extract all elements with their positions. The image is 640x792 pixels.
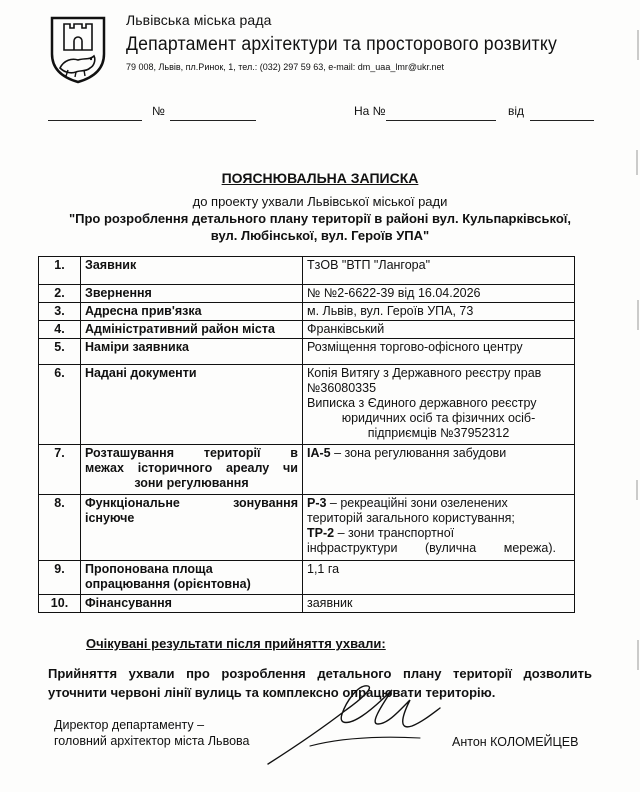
zone-description: – рекреаційні зони озеленених xyxy=(326,496,508,510)
row-label: Адресна прив'язка xyxy=(81,303,303,321)
city-crest-icon xyxy=(48,14,108,84)
row-value: 1,1 га xyxy=(303,561,575,595)
table-row xyxy=(39,339,575,365)
signer-name: Антон КОЛОМЕЙЦЕВ xyxy=(452,735,579,749)
row-number: 9. xyxy=(39,561,81,595)
scan-edge-artifact xyxy=(632,0,640,792)
label-line: існуюче xyxy=(85,511,135,525)
label-line: Розташування території в xyxy=(85,446,298,460)
document-subtitle-line1: до проекту ухвали Львівської міської ради xyxy=(192,194,448,209)
row-label xyxy=(81,495,303,561)
signer-position-line1: Директор департаменту – xyxy=(54,718,205,732)
row-label: Адміністративний район міста xyxy=(81,321,303,339)
row-number: 4. xyxy=(39,321,81,339)
row-number: 10. xyxy=(39,595,81,613)
expected-results-text: Прийняття ухвали про розроблення детального плану території дозволить уточнити червоні лінії вулиць та комплексно опрацювати територію. xyxy=(48,666,592,700)
row-label: Заявник xyxy=(81,257,303,285)
row-number: 6. xyxy=(39,365,81,445)
number-label: № xyxy=(152,104,165,118)
table-row xyxy=(39,495,575,561)
row-value: м. Львів, вул. Героїв УПА, 73 xyxy=(303,303,575,321)
document-title: ПОЯСНЮВАЛЬНА ЗАПИСКА xyxy=(221,170,419,186)
documents-line: юридичних осіб та фізичних осіб- xyxy=(341,411,536,425)
label-line: опрацювання (орієнтовна) xyxy=(85,577,251,591)
table-row xyxy=(39,285,575,303)
row-value: ТзОВ "ВТП "Лангора" xyxy=(303,257,575,285)
label-line: межах історичного ареалу чи xyxy=(85,461,298,475)
zone-description: територій загального користування; xyxy=(307,511,515,525)
row-value xyxy=(303,365,575,445)
row-number: 8. xyxy=(39,495,81,561)
table-row xyxy=(39,595,575,613)
department-name: Департамент архітектури та просторового розвитку xyxy=(126,34,557,55)
zone-description: – зона регулювання забудови xyxy=(330,446,507,460)
row-number: 7. xyxy=(39,445,81,495)
department-contacts: 79 008, Львів, пл.Ринок, 1, тел.: (032) 297 59 63, e-mail: dm_uaa_lmr@ukr.net xyxy=(126,62,444,72)
documents-line: Копія Витягу з Державного реєстру прав xyxy=(307,366,542,380)
reply-number-label: На № xyxy=(354,104,386,118)
zone-description: – зони транспортної xyxy=(334,526,455,540)
row-label: Наміри заявника xyxy=(81,339,303,365)
label-line: зони регулювання xyxy=(134,476,249,490)
row-value: заявник xyxy=(303,595,575,613)
outgoing-date-blank[interactable] xyxy=(48,106,142,121)
row-label xyxy=(81,561,303,595)
documents-line: Виписка з Єдиного державного реєстру xyxy=(307,396,537,410)
row-value: Розміщення торгово-офісного центру xyxy=(303,339,575,365)
label-line: Пропонована площа xyxy=(85,562,213,576)
row-number: 5. xyxy=(39,339,81,365)
row-label: Фінансування xyxy=(81,595,303,613)
zone-code: Р-3 xyxy=(307,496,327,510)
document-subtitle-line3: вул. Любінської, вул. Героїв УПА" xyxy=(210,228,430,243)
table-row xyxy=(39,257,575,285)
table-row xyxy=(39,321,575,339)
city-council-name: Львівська міська рада xyxy=(126,12,272,28)
row-number: 2. xyxy=(39,285,81,303)
documents-line: №36080335 xyxy=(307,381,377,395)
table-row xyxy=(39,303,575,321)
outgoing-number-blank[interactable] xyxy=(170,106,256,121)
table-row xyxy=(39,365,575,445)
row-number: 1. xyxy=(39,257,81,285)
label-line: Функціональне зонування xyxy=(85,496,298,510)
zone-code: ТР-2 xyxy=(307,526,335,540)
zone-description: інфраструктури (вулична мережа). xyxy=(307,541,556,555)
row-value: Франківський xyxy=(303,321,575,339)
table-row xyxy=(39,445,575,495)
row-label xyxy=(81,445,303,495)
row-value xyxy=(303,445,575,495)
reply-date-blank[interactable] xyxy=(530,106,594,121)
row-number: 3. xyxy=(39,303,81,321)
table-row xyxy=(39,561,575,595)
signer-position-line2: головний архітектор міста Львова xyxy=(54,734,250,748)
zone-code: ІА-5 xyxy=(307,446,331,460)
row-label: Звернення xyxy=(81,285,303,303)
reply-number-blank[interactable] xyxy=(386,106,496,121)
expected-results-heading: Очікувані результати після прийняття ухвали: xyxy=(86,636,386,651)
handwritten-signature-icon xyxy=(250,680,450,770)
document-subtitle-line2: "Про розроблення детального плану території в районі вул. Кульпарківської, xyxy=(68,211,572,226)
row-label: Надані документи xyxy=(81,365,303,445)
reply-date-label: від xyxy=(508,104,525,118)
row-value xyxy=(303,495,575,561)
info-table xyxy=(38,256,575,613)
row-value: № №2-6622-39 від 16.04.2026 xyxy=(303,285,575,303)
documents-line: підприємців №37952312 xyxy=(367,426,510,440)
